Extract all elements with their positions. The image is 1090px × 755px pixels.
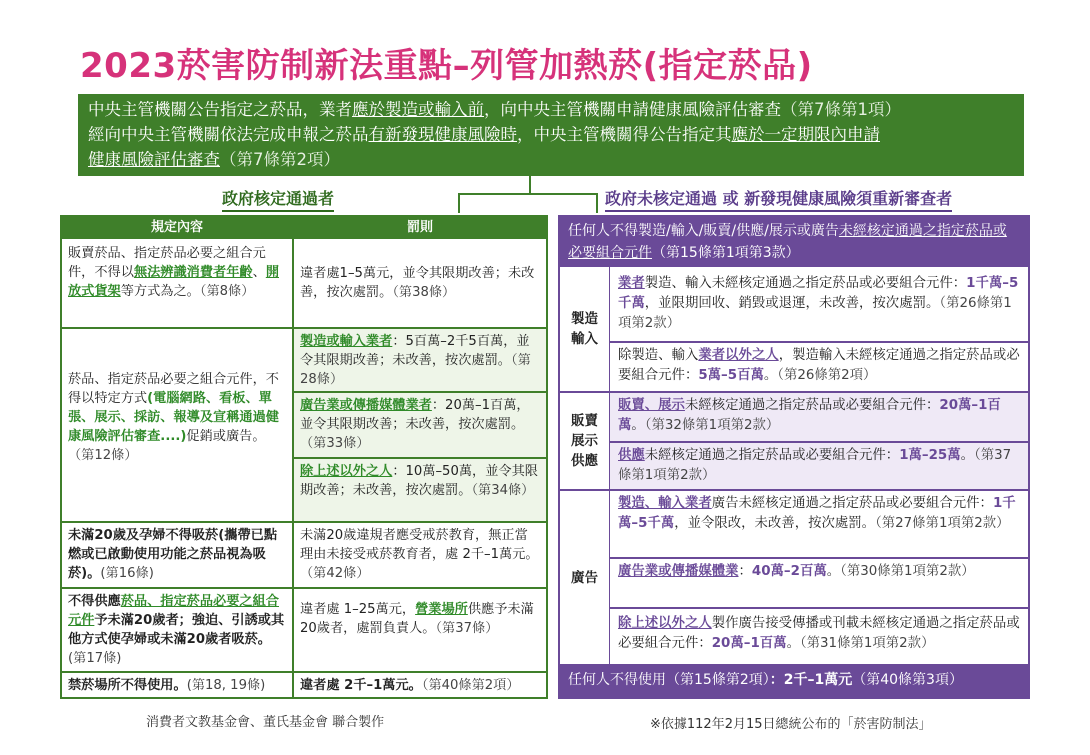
unapproved-header: 政府未核定通過 或 新發現健康風險須重新審查者 (605, 186, 952, 212)
col-header-penalty: 罰則 (294, 217, 546, 239)
rule-15-banner: 任何人不得製造/輸入/販賣/供應/展示或廣告未經核定通過之指定菸品或必要組合元件（第15條第1項第3款） (560, 217, 1028, 267)
rule-17-penalty: 違者處 1–25萬元，營業場所供應予未滿20歲者，處罰負責人。（第37條） (300, 602, 534, 636)
approved-header: 政府核定通過者 (222, 186, 334, 212)
footer-credit: 消費者文教基金會、董氏基金會 聯合製作 (146, 715, 385, 730)
ad-manufacturer: 製造、輸入業者廣告未經核定通過之指定菸品或必要組合元件：1千萬–5千萬，並令限改，未改善，按次處罰。（第27條第1項第2款） (618, 496, 1016, 531)
col-header-content: 規定內容 (62, 217, 292, 239)
connector-bar (458, 193, 598, 195)
rule-12-penalty-manufacturer: 製造或輸入業者：5百萬–2千5百萬，並令其限期改善；未改善，按次處罰。（第28條） (294, 329, 546, 391)
intro-line-3: 健康風險評估審查（第7條第2項） (88, 150, 340, 169)
intro-line-1: 中央主管機關公告指定之菸品，業者應於製造或輸入前，向中央主管機關申請健康風險評估審查（第7條第1項） (88, 100, 901, 119)
category-ad: 廣告 (560, 491, 610, 664)
page-title: 2023菸害防制新法重點–列管加熱菸(指定菸品) (80, 46, 813, 86)
approved-table (60, 215, 548, 699)
category-manufacture: 製造輸入 (560, 267, 610, 391)
category-sell: 販賣展示供應 (560, 393, 610, 489)
connector-left (458, 193, 460, 213)
unapproved-table (558, 215, 1030, 699)
rule-18-19-content: 禁菸場所不得使用。(第18, 19條) (68, 678, 266, 693)
rule-8-penalty: 違者處1–5萬元，並令其限期改善；未改善，按次處罰。（第38條） (300, 266, 535, 300)
rule-12-penalty-media: 廣告業或傳播媒體業者：20萬–1百萬，並令其限期改善；未改善，按次處罰。（第33條） (294, 393, 546, 457)
row-divider (610, 607, 1028, 609)
rule-8-content: 販賣菸品、指定菸品必要之組合元件，不得以無法辨識消費者年齡、開放式貨架等方式為之。（第8條） (68, 246, 279, 299)
rule-17-content: 不得供應菸品、指定菸品必要之組合元件予未滿20歲者；強迫、引誘或其他方式使孕婦或未滿20歲者吸菸。(第17條) (68, 594, 285, 666)
rule-18-19-penalty: 違者處 2千–1萬元。（第40條第2項） (300, 678, 520, 693)
connector-stem (529, 176, 531, 194)
manufacture-industry: 業者製造、輸入未經核定通過之指定菸品或必要組合元件：1千萬–5千萬，並限期回收、銷毀或退運，未改善，按次處罰。（第26條第1項第2款） (618, 276, 1019, 331)
rule-12-penalty-others: 除上述以外之人：10萬–50萬，並令其限期改善；未改善，按次處罰。（第34條） (294, 459, 546, 521)
sell-display: 販賣、展示未經核定通過之指定菸品或必要組合元件：20萬–1百萬。（第32條第1項第2款） (610, 393, 1028, 441)
rule-16-content: 未滿20歲及孕婦不得吸菸(攜帶已點燃或已啟動使用功能之菸品視為吸菸)。(第16條) (68, 528, 278, 581)
rule-16-penalty: 未滿20歲違規者應受戒菸教育，無正當理由未接受戒菸教育者，處 2千–1萬元。（第42條） (300, 528, 539, 581)
supply: 供應未經核定通過之指定菸品或必要組合元件：1萬–25萬。（第37條第1項第2款） (610, 443, 1028, 489)
footer-source: ※依據112年2月15日總統公布的「菸害防制法」 (650, 717, 932, 732)
rule-12-content: 菸品、指定菸品必要之組合元件，不得以特定方式(電腦網路、看板、單張、展示、採訪、報導及宣稱通過健康風險評估審查....)促銷或廣告。 （第12條） (68, 372, 279, 463)
intro-line-2: 經向中央主管機關依法完成申報之菸品有新發現健康風險時，中央主管機關得公告指定其應於一定期限內申請 (88, 125, 880, 144)
ad-media: 廣告業或傳播媒體業：40萬–2百萬。（第30條第1項第2款） (618, 564, 975, 579)
intro-box (78, 94, 1024, 176)
manufacture-others: 除製造、輸入業者以外之人，製造輸入未經核定通過之指定菸品或必要組合元件：5萬–5百萬。（第26條第2項） (618, 348, 1020, 383)
ad-others: 除上述以外之人製作廣告接受傳播或刊載未經核定通過之指定菸品或必要組合元件：20萬–1百萬。（第31條第1項第2款） (618, 616, 1020, 651)
connector-right (596, 193, 598, 213)
rule-15-use-banner: 任何人不得使用（第15條第2項）：2千–1萬元（第40條第3項） (560, 664, 1028, 697)
